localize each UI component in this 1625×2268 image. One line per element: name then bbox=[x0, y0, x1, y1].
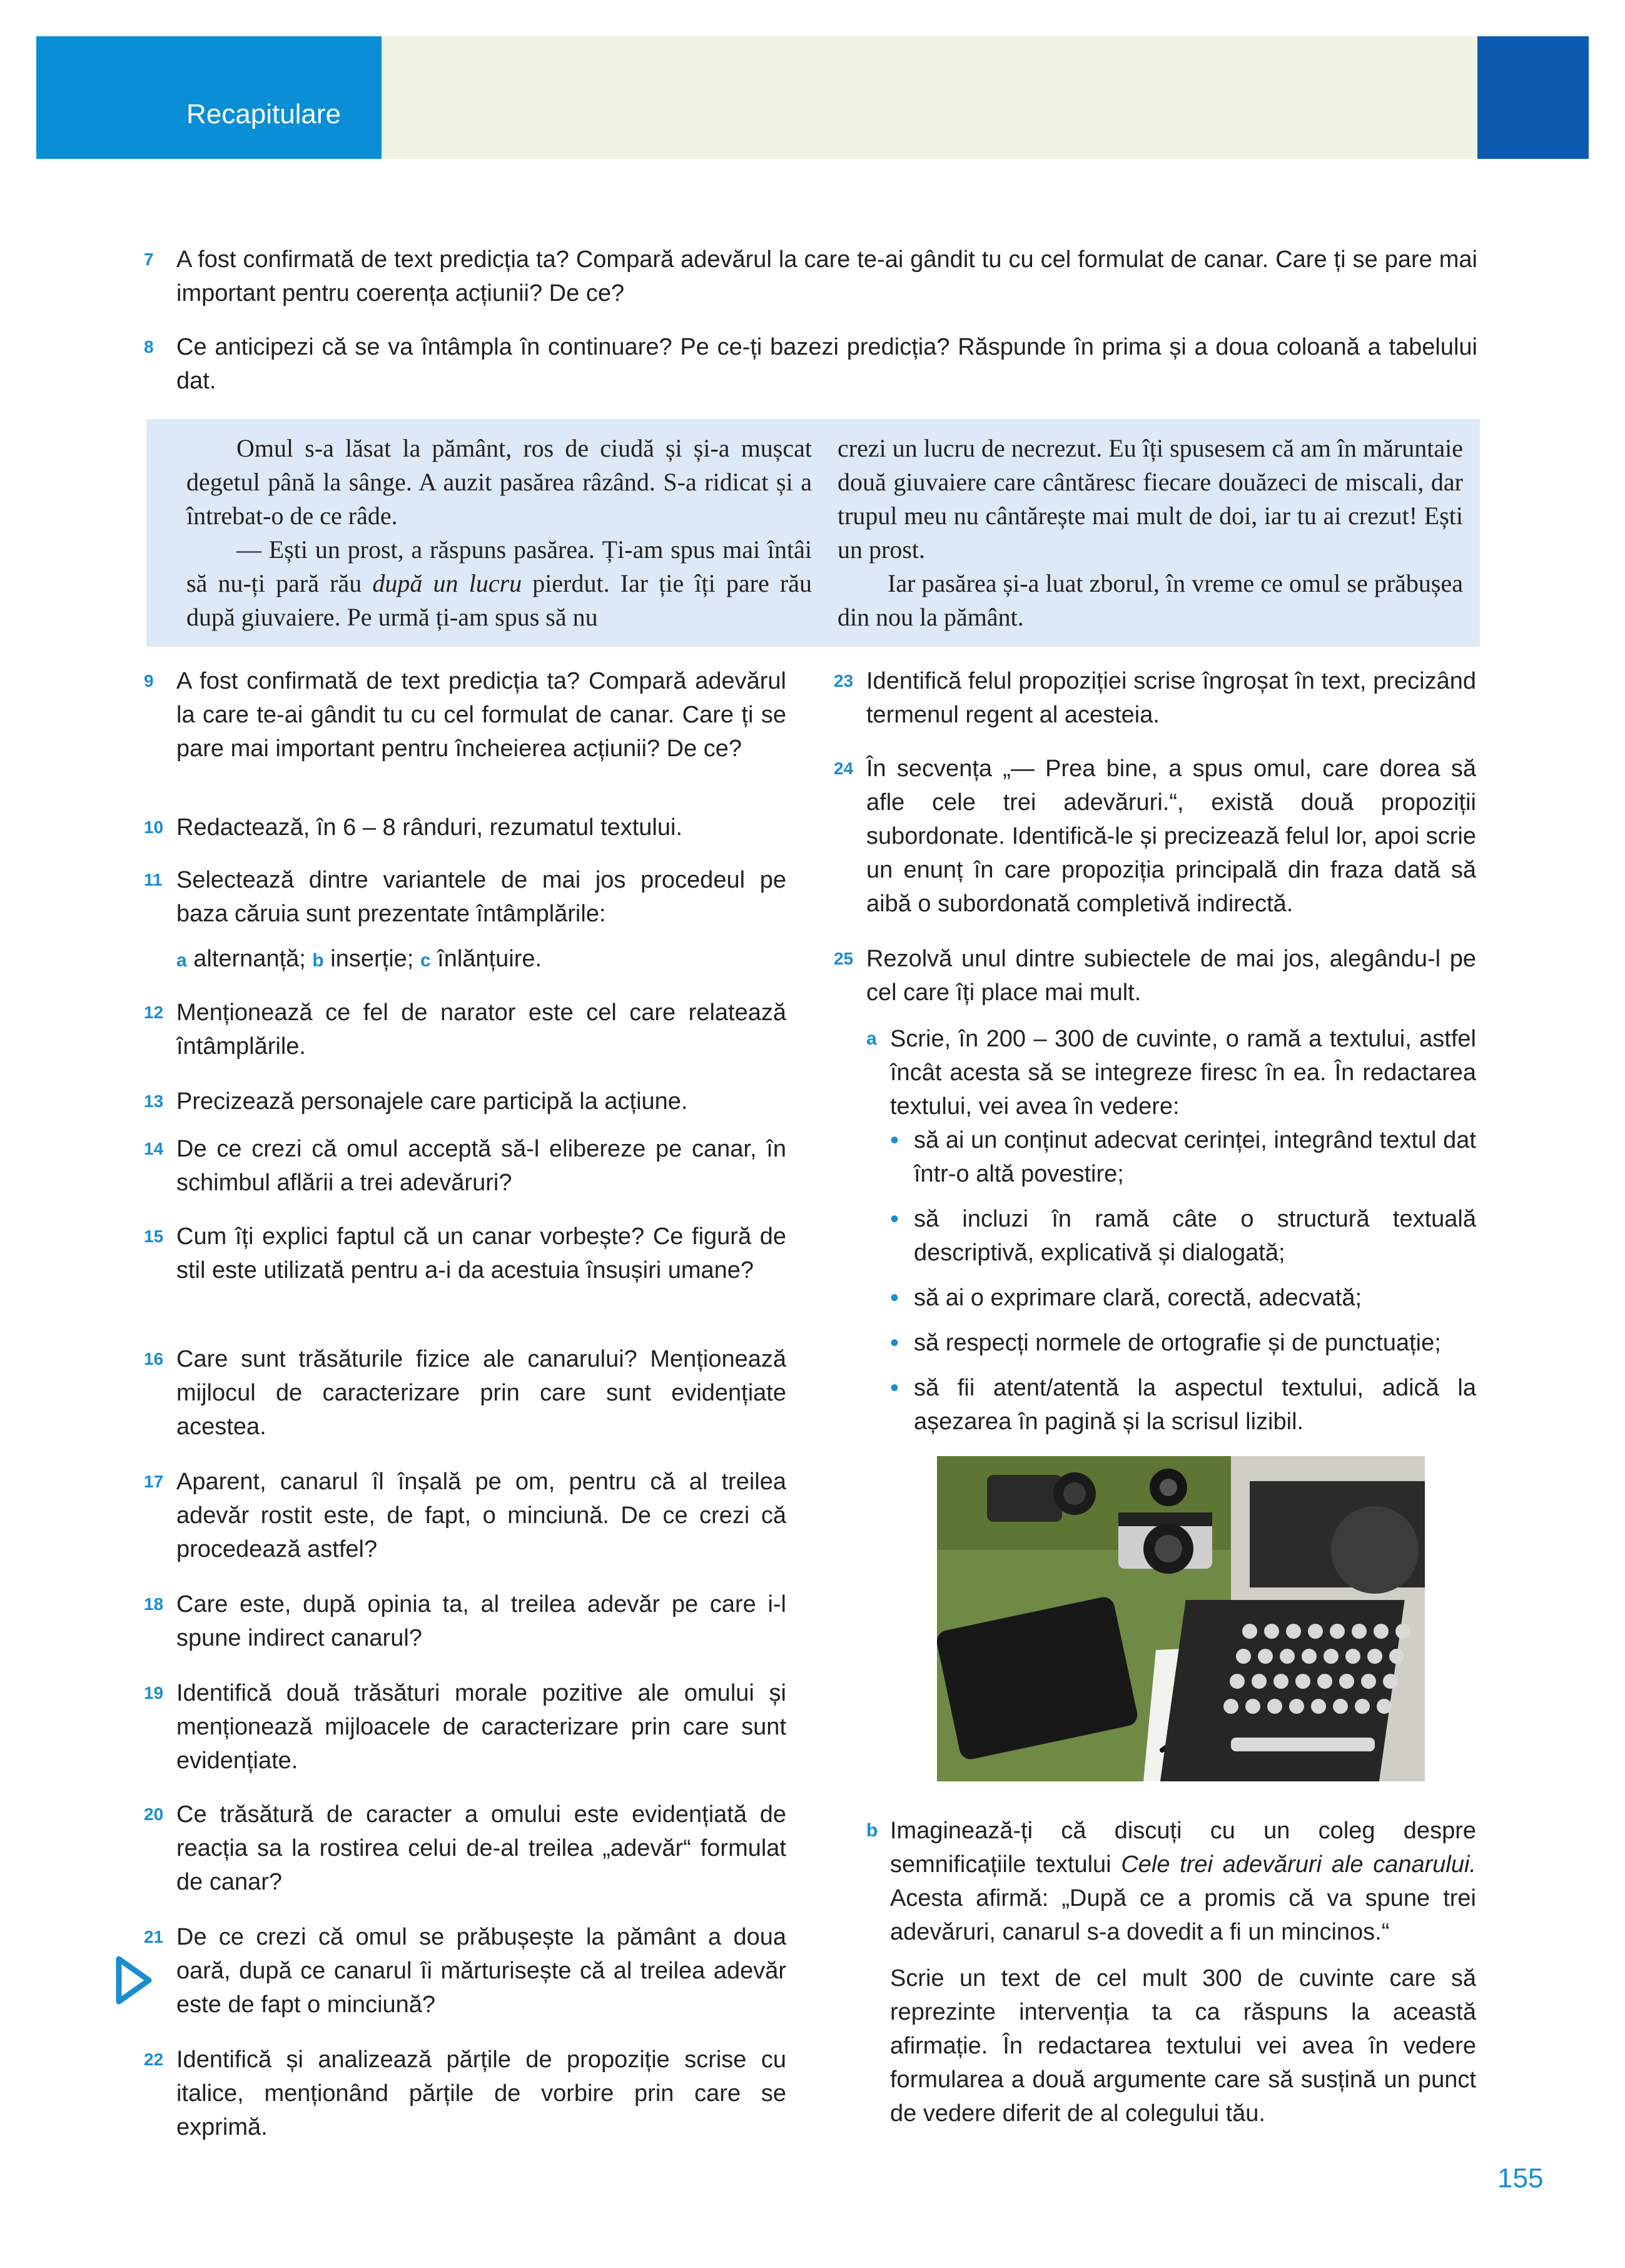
question-number: 22 bbox=[144, 2050, 164, 2069]
option-letter: b bbox=[312, 950, 324, 971]
typewriter-photo bbox=[937, 1456, 1425, 1781]
question-number: 21 bbox=[144, 1927, 164, 1947]
question-number: 13 bbox=[144, 1091, 164, 1111]
story-paragraph: Omul s-a lăsat la pământ, ros de ciudă și și-a mușcat degetul până la sânge. A auzit pasărea râzând. S-a ridicat și a întrebat-o de ce râde. bbox=[186, 434, 812, 530]
subject-text: Imaginează-ți că discuți cu un coleg despre semnificațiile textului Cele trei adevăruri ale canarului. Acesta afirmă: „După ce a promis că va spune trei adevăruri, canarul s-a dovedit a fi un mincinos.“ bbox=[890, 1818, 1476, 1945]
question-text: În secvența „— Prea bine, a spus omul, care dorea să afle cele trei adevăruri.“, există două propoziții subordonate. Identifică-le și precizează felul lor, apoi scrie un enunț în care propoziția principală din fraza dată să aibă o subordonată completivă indirectă. bbox=[866, 756, 1476, 917]
question-12 bbox=[144, 996, 786, 1063]
question-20 bbox=[144, 1798, 786, 1899]
subject-text: Scrie un text de cel mult 300 de cuvinte care să reprezinte intervenția ta ca răspuns la această afirmație. În redactarea textului vei avea în vedere formularea a două argumente care să susțină un punct de vedere diferit de al colegului tău. bbox=[890, 1965, 1476, 2127]
option-letter: c bbox=[420, 950, 431, 971]
question-text: Aparent, canarul îl înșală pe om, pentru că al treilea adevăr rostit este, de fapt, o minciună. De ce crezi că procedează astfel? bbox=[176, 1469, 786, 1562]
question-25 bbox=[834, 942, 1476, 1439]
story-excerpt bbox=[146, 419, 1480, 647]
question-text: Cum îți explici faptul că un canar vorbește? Ce figură de stil este utilizată pentru a-i da acestuia însușiri umane? bbox=[176, 1223, 786, 1283]
question-text: Ce trăsătură de caracter a omului este evidențiată de reacția sa la rostirea celui de-al treilea „adevăr“ formulat de canar? bbox=[176, 1801, 786, 1895]
question-8 bbox=[144, 330, 1477, 398]
question-text: De ce crezi că omul acceptă să-l elibereze pe canar, în schimbul aflării a trei adevăruri? bbox=[176, 1136, 786, 1196]
question-number: 19 bbox=[144, 1683, 164, 1703]
question-text: Care sunt trăsăturile fizice ale canarului? Menționează mijlocul de caracterizare prin care sunt evidențiate acestea. bbox=[176, 1346, 786, 1440]
option-text: alternanță; bbox=[193, 946, 306, 972]
italic-phrase: după un lucru bbox=[372, 569, 522, 597]
question-number: 18 bbox=[144, 1594, 164, 1614]
question-text: Identifică două trăsături morale pozitive ale omului și menționează mijloacele de caracterizare prin care sunt evidențiate. bbox=[176, 1680, 786, 1774]
question-number: 14 bbox=[144, 1139, 164, 1158]
question-number: 12 bbox=[144, 1003, 164, 1022]
question-25-b bbox=[866, 1814, 1476, 2130]
question-text: Ce anticipezi că se va întâmpla în continuare? Pe ce-ți bazezi predicția? Răspunde în prima și a doua coloană a tabelului dat. bbox=[176, 334, 1477, 394]
subject-letter: a bbox=[866, 1028, 877, 1049]
question-10 bbox=[144, 811, 786, 844]
question-number: 20 bbox=[144, 1805, 164, 1824]
question-15 bbox=[144, 1220, 786, 1287]
question-text: Menționează ce fel de narator este cel care relatează întâmplările. bbox=[176, 1000, 786, 1060]
subject-a bbox=[866, 1022, 1476, 1439]
story-paragraph: crezi un lucru de necrezut. Eu îți spusesem că am în măruntaie două giuvaiere care cântăresc fiecare douăzeci de miscali, dar trupul meu nu cântărește mai mult de doi, iar tu ai crezut! Ești un prost. bbox=[838, 434, 1463, 564]
play-marker-icon bbox=[115, 1955, 153, 2005]
question-text: Redactează, în 6 – 8 rânduri, rezumatul textului. bbox=[176, 814, 683, 841]
question-16 bbox=[144, 1342, 786, 1444]
question-number: 11 bbox=[144, 870, 163, 889]
criteria-item: • să fii atent/atentă la aspectul textului, adică la așezarea în pagină și la scrisul lizibil. bbox=[890, 1371, 1476, 1439]
question-13 bbox=[144, 1085, 786, 1118]
question-text: Rezolvă unul dintre subiectele de mai jos, alegându-l pe cel care îți place mai mult. bbox=[866, 946, 1476, 1006]
story-column-left bbox=[186, 432, 812, 634]
question-text: A fost confirmată de text predicția ta? Compară adevărul la care te-ai gândit tu cu cel formulat de canar. Care ți se pare mai important pentru coerența acțiunii? De ce? bbox=[176, 246, 1477, 306]
section-title: Recapitulare bbox=[186, 99, 342, 129]
question-text: Precizează personajele care participă la acțiune. bbox=[176, 1088, 688, 1115]
question-19 bbox=[144, 1676, 786, 1778]
page-number: 155 bbox=[1497, 2163, 1544, 2194]
question-text: Identifică și analizează părțile de propoziție scrise cu italice, menționând părțile de vorbire prin care se exprimă. bbox=[176, 2047, 786, 2140]
story-paragraph: Iar pasărea și-a luat zborul, în vreme ce omul se prăbușea din nou la pământ. bbox=[838, 569, 1463, 631]
question-text: Identifică felul propoziției scrise îngroșat în text, precizând termenul regent al acesteia. bbox=[866, 668, 1476, 728]
subject-b bbox=[866, 1814, 1476, 2130]
criteria-item: • să respecți normele de ortografie și de punctuație; bbox=[890, 1326, 1476, 1360]
question-22 bbox=[144, 2043, 786, 2144]
answer-options bbox=[176, 942, 786, 978]
question-11 bbox=[144, 863, 786, 978]
question-text: A fost confirmată de text predicția ta? Compară adevărul la care te-ai gândit tu cu cel formulat de canar. Care ți se pare mai important pentru încheierea acțiunii? De ce? bbox=[176, 668, 786, 762]
question-18 bbox=[144, 1587, 786, 1655]
page-header bbox=[36, 36, 1589, 159]
question-number: 9 bbox=[144, 671, 154, 691]
question-17 bbox=[144, 1465, 786, 1566]
question-number: 17 bbox=[144, 1472, 164, 1491]
question-number: 10 bbox=[144, 818, 164, 837]
story-column-right bbox=[838, 432, 1463, 634]
criteria-item: • să ai o exprimare clară, corectă, adecvată; bbox=[890, 1281, 1476, 1315]
option-text: înlănțuire. bbox=[437, 946, 542, 972]
question-text: De ce crezi că omul se prăbușește la pământ a doua oară, după ce canarul îi mărturisește că al treilea adevăr este de fapt o minciună? bbox=[176, 1924, 786, 2018]
question-number: 24 bbox=[834, 759, 854, 778]
subject-text: Scrie, în 200 – 300 de cuvinte, o ramă a textului, astfel încât acesta să se integreze firesc în ea. În redactarea textului, vei avea în vedere: bbox=[890, 1026, 1476, 1120]
question-text: Selectează dintre variantele de mai jos procedeul pe baza căruia sunt prezentate întâmplările: bbox=[176, 867, 786, 927]
option-letter: a bbox=[176, 950, 187, 971]
question-7 bbox=[144, 243, 1477, 310]
question-21 bbox=[144, 1920, 786, 2022]
question-number: 16 bbox=[144, 1349, 164, 1369]
question-9 bbox=[144, 664, 786, 766]
text-title: Cele trei adevăruri ale canarului. bbox=[1121, 1851, 1476, 1878]
question-24 bbox=[834, 752, 1476, 921]
question-14 bbox=[144, 1132, 786, 1200]
question-number: 8 bbox=[144, 337, 154, 357]
criteria-item: • să incluzi în ramă câte o structură textuală descriptivă, explicativă și dialogată; bbox=[890, 1202, 1476, 1270]
question-number: 23 bbox=[834, 671, 854, 691]
question-number: 15 bbox=[144, 1227, 164, 1246]
criteria-item: • să ai un conținut adecvat cerinței, integrând textul dat într-o altă povestire; bbox=[890, 1123, 1476, 1191]
question-number: 25 bbox=[834, 949, 854, 968]
option-text: inserție; bbox=[330, 946, 414, 972]
section-tab bbox=[36, 36, 382, 159]
subject-letter: b bbox=[866, 1820, 878, 1841]
story-paragraph: — Ești un prost, a răspuns pasărea. Ți-am spus mai întâi să nu-ți pară rău după un lucru pierdut. Iar ție îți pare rău după giuvaiere. Pe urmă ți-am spus să nu bbox=[186, 535, 812, 631]
question-number: 7 bbox=[144, 250, 154, 269]
question-text: Care este, după opinia ta, al treilea adevăr pe care i-l spune indirect canarul? bbox=[176, 1591, 786, 1651]
question-23 bbox=[834, 664, 1476, 732]
header-corner-block bbox=[1477, 36, 1589, 159]
